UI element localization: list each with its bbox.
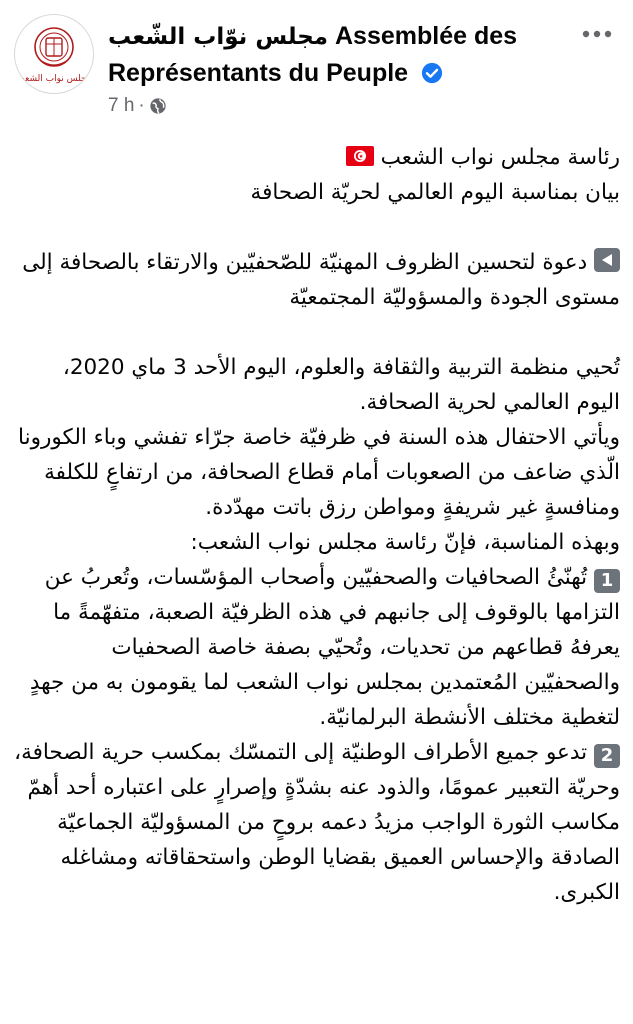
globe-icon[interactable] [149, 97, 167, 115]
post-item-1 [14, 560, 620, 735]
more-options-button[interactable] [579, 16, 615, 52]
page-name-french[interactable]: Assemblée des Représentants du Peuple [108, 22, 518, 87]
post-call-text: دعوة لتحسين الظروف المهنيّة للصّحفيّين والارتقاء بالصحافة إلى مستوى الجودة والمسؤوليّة المجتمعيّة [22, 250, 620, 310]
post-paragraph-2: ويأتي الاحتفال هذه السنة في ظرفيّة خاصة جرّاء تفشي وباء الكورونا الّذي ضاعف من الصعوبات أمام قطاع الصحافة، من ارتفاعٍ للكلفة ومنافسةٍ غير شريفةٍ ومواطن رزق باتت مهدّدة. [18, 425, 620, 520]
post-subtitle-line: بيان بمناسبة اليوم العالمي لحريّة الصحافة [250, 180, 620, 205]
post-title-text: رئاسة مجلس نواب الشعب [380, 145, 620, 170]
meta-separator: · [138, 95, 145, 116]
keycap-2-icon: 2 [594, 744, 620, 768]
post-item-2 [14, 735, 620, 910]
post-call-paragraph [14, 245, 620, 315]
keycap-1-icon: 1 [594, 569, 620, 593]
left-triangle-icon [594, 248, 620, 272]
post-item-1-text: تُهنّئُ الصحافيات والصحفيّين وأصحاب المؤسّسات، وتُعربُ عن التزامها بالوقوف إلى جانبهم في هذه الظرفيّة الصعبة، متفهّمةً ما يعرفهُ قطاعهم من تحديات، وتُحيّي بصفة خاصة الصحفيات والصحفيّين المُعتمدين بمجلس نواب الشعب لما يقومون به من جهدٍ لتغطية مختلف الأنشطة البرلمانيّة. [29, 565, 620, 730]
page-name[interactable] [108, 18, 528, 91]
post-paragraph-1: تُحيي منظمة التربية والثقافة والعلوم، اليوم الأحد 3 ماي 2020، اليوم العالمي لحرية الصحافة. [62, 355, 620, 415]
post-meta [108, 93, 167, 119]
page-avatar[interactable] [14, 14, 94, 94]
verified-badge-icon [421, 62, 443, 84]
post-paragraph-3: وبهذه المناسبة، فإنّ رئاسة مجلس نواب الشعب: [190, 530, 620, 555]
post-item-2-text: تدعو جميع الأطراف الوطنيّة إلى التمسّك بمكسب حرية الصحافة، وحريّة التعبير عمومًا، والذود عنه بشدّةٍ وإصرارٍ على اعتباره أحد أهمّ مكاسب الثورة الواجب مزيدُ دعمه بروحٍ من المسؤوليّة الجماعيّة الصادقة والإحساس العميق بقضايا الوطن واستحقاقاته ومشاغله الكبرى. [14, 740, 620, 905]
avatar-caption: مجلس نواب الشعب [16, 74, 92, 84]
post-body [14, 140, 620, 910]
tunisia-flag-icon [346, 146, 374, 166]
parliament-logo-icon [31, 24, 77, 72]
page-name-arabic[interactable]: مجلس نوّاب الشّعب [108, 24, 329, 50]
post-header [0, 0, 633, 130]
post-time[interactable]: 7 h [108, 95, 135, 116]
more-horizontal-icon [582, 30, 612, 38]
post-title-line [14, 140, 620, 175]
